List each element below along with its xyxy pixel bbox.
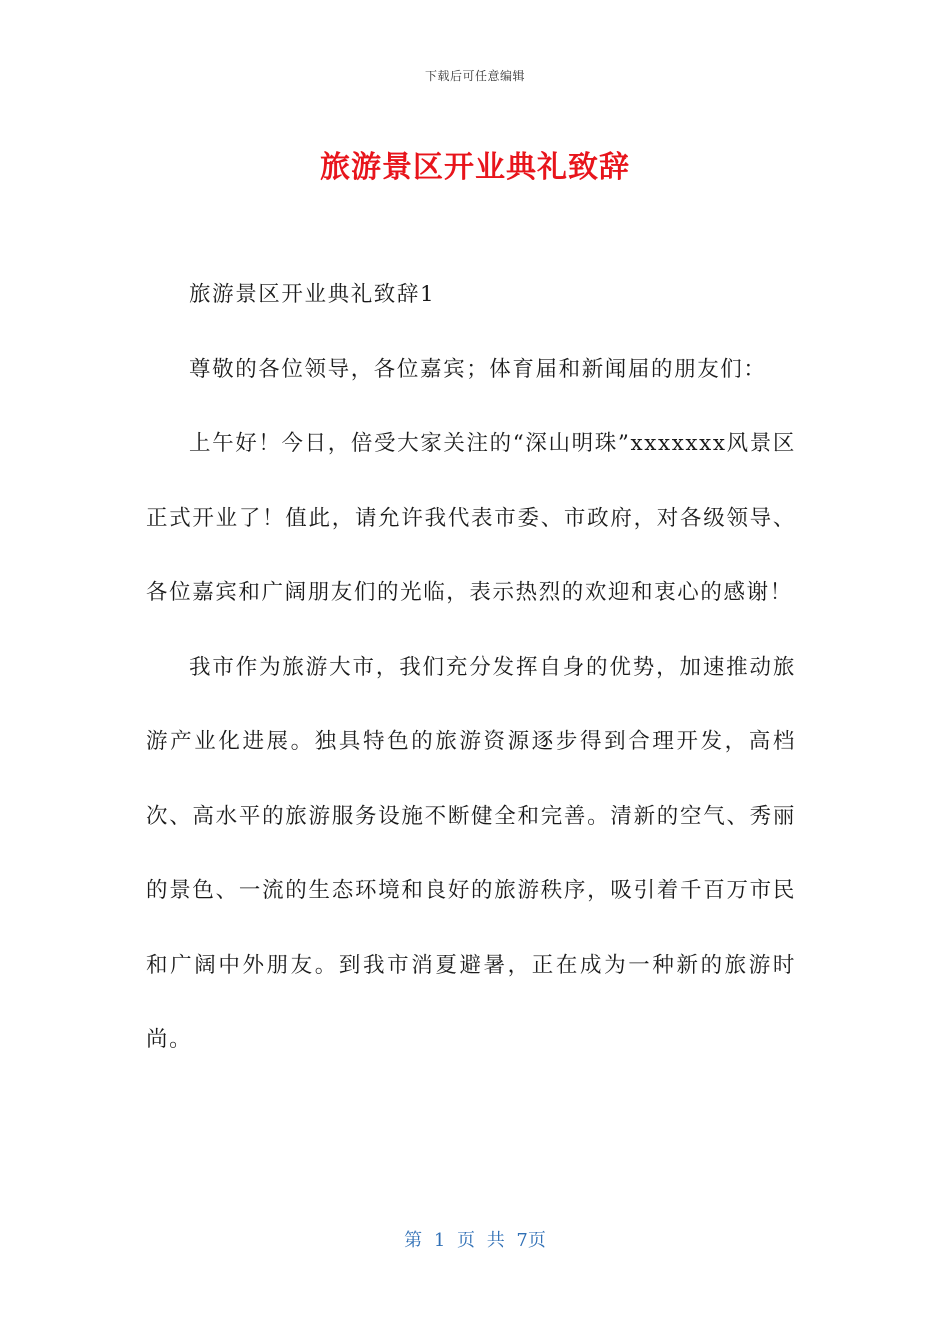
page-number-footer: 第 1 页 共 7页 [404,1230,546,1251]
salutation-paragraph: 尊敬的各位领导，各位嘉宾；体育届和新闻届的朋友们： [189,356,767,382]
document-title: 旅游景区开业典礼致辞 [320,150,630,185]
section-heading: 旅游景区开业典礼致辞1 [189,282,436,307]
city-tourism-paragraph: 我市作为旅游大市，我们充分发挥自身的优势，加速推动旅游产业化进展。独具特色的旅游资源逐步得到合理开发，高档次、高水平的旅游服务设施不断健全和完善。清新的空气、秀丽的景色、一流的生态环境和良好的旅游秩序，吸引着千百万市民和广阔中外朋友。到我市消夏避暑，正在成为一种新的旅游时尚。 [146,654,796,1052]
header-note: 下载后可任意编辑 [424,69,525,83]
greeting-paragraph: 上午好！今日，倍受大家关注的“深山明珠”xxxxxxx风景区正式开业了！值此，请允许我代表市委、市政府，对各级领导、各位嘉宾和广阔朋友们的光临，表示热烈的欢迎和衷心的感谢！ [146,431,796,605]
document-body [146,258,796,1078]
